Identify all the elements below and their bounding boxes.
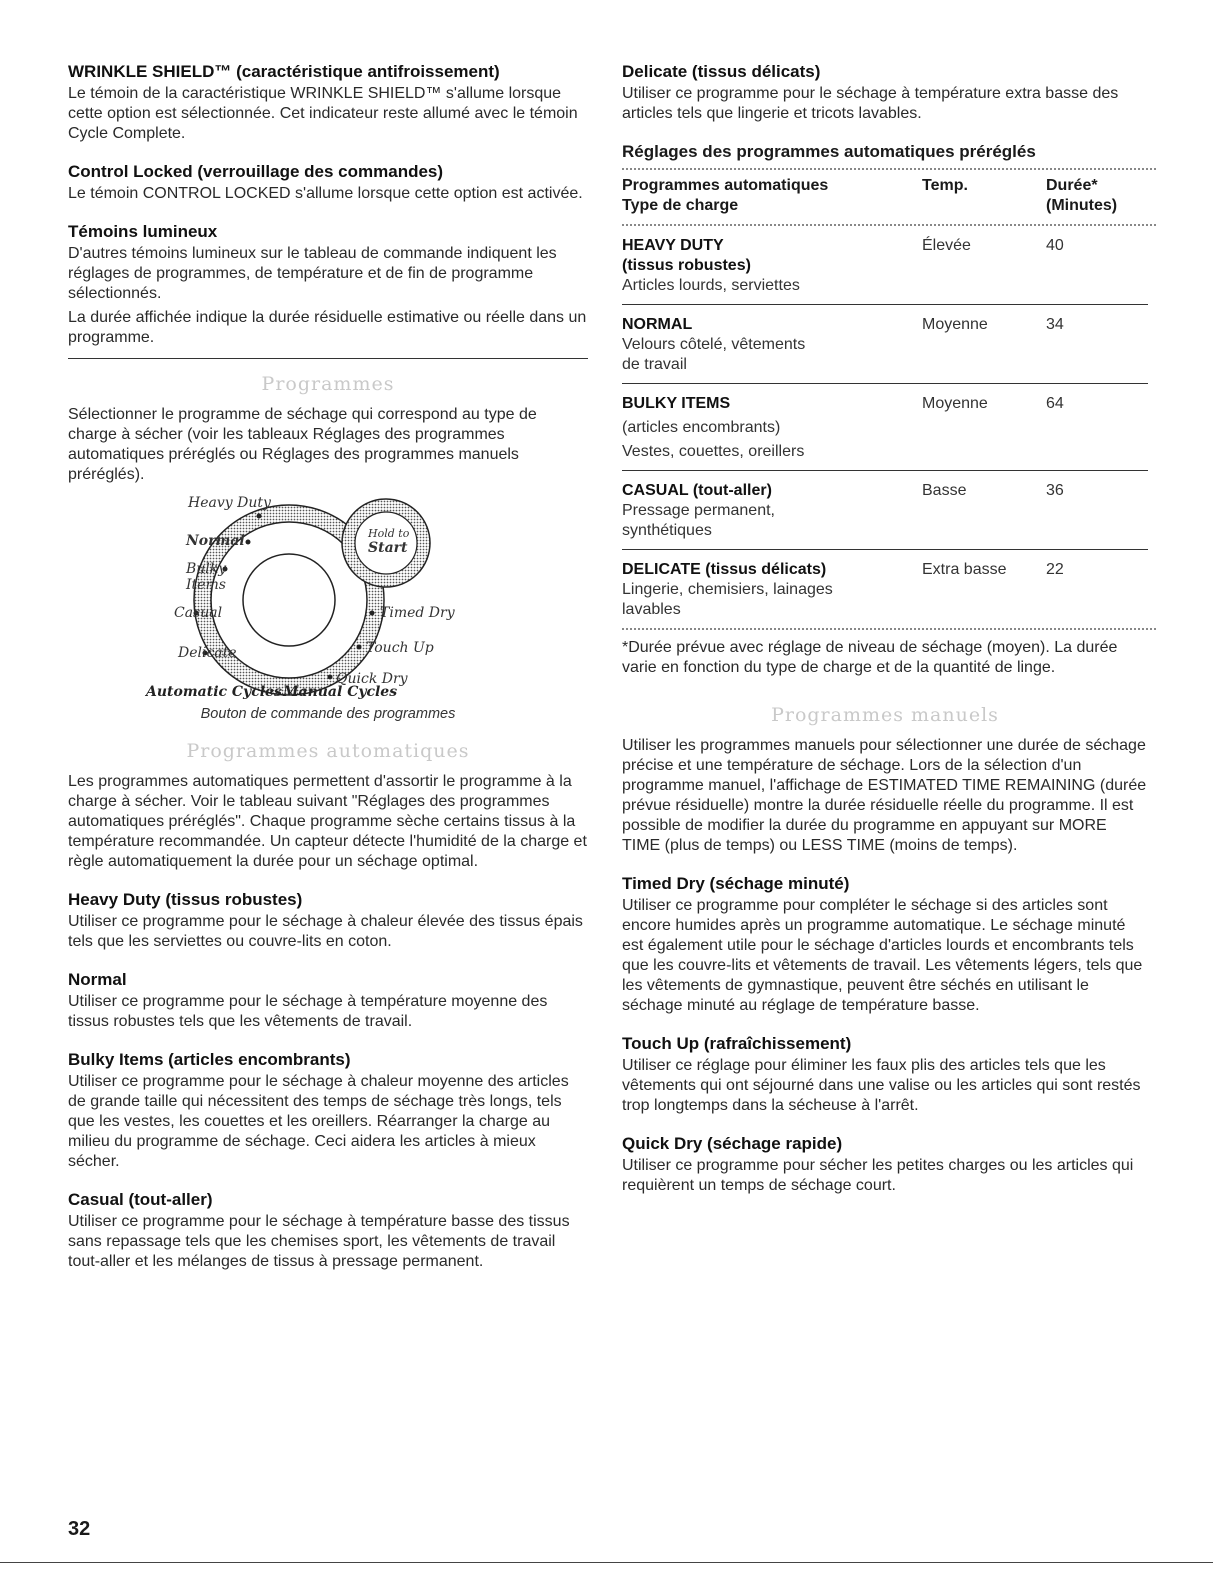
row-name: NORMAL [622,316,693,333]
wrinkle-shield-section [68,62,588,144]
row-load-type: (articles encombrants) [622,419,781,436]
row-name: CASUAL (tout-aller) [622,482,772,499]
manual-programmes-text: Utiliser les programmes manuels pour sélectionner une durée de séchage précise et une température de séchage. Lors de la sélection d'un programme manuel, l'affichage de ESTIMATED TIME REMAINING (durée prévue résiduelle) montre la durée résiduelle réelle du programme. Il est possible de modifier la durée du programme en appuyant sur MORE TIME (plus de temps) ou LESS TIME (moins de temps). [622,737,1147,854]
auto-settings-table [622,142,1148,678]
section-divider [68,358,588,359]
table-header-duration-line1: Durée* [1046,177,1098,194]
table-row [622,226,1148,305]
row-duration: 22 [1046,561,1064,578]
left-column [68,62,588,1290]
table-header-program-line1: Programmes automatiques [622,177,829,194]
touch-up-heading: Touch Up (rafraîchissement) [622,1034,852,1053]
row-duration: 36 [1046,482,1064,499]
auto-programmes-text: Les programmes automatiques permettent d'assortir le programme à la charge à sécher. Voir le tableau suivant "Réglages des programmes automatiques préréglés". Chaque programme sèche certains tissus à la température recommandée. Un capteur détecte l'humidité de la charge et règle automatiquement la durée pour un séchage optimal. [68,773,587,870]
programmes-text: Sélectionner le programme de séchage qui correspond au type de charge à sécher (voir les tableaux Réglages des programmes automatiques préréglés ou Réglages des programmes manuels préréglés). [68,406,537,483]
row-load-type-2: Vestes, couettes, oreillers [622,443,805,460]
bulky-heading: Bulky Items (articles encombrants) [68,1050,351,1069]
dial-label-manual-cycles: Manual Cycles [283,684,398,700]
control-locked-text: Le témoin CONTROL LOCKED s'allume lorsque cette option est activée. [68,185,583,202]
row-temp: Extra basse [922,561,1007,578]
normal-text: Utiliser ce programme pour le séchage à température moyenne des tissus robustes tels que les vêtements de travail. [68,993,548,1030]
wrinkle-shield-text: Le témoin de la caractéristique WRINKLE SHIELD™ s'allume lorsque cette option est sélectionnée. Cet indicateur reste allumé avec le témoin Cycle Complete. [68,85,578,142]
dial-label-hold-to: Hold to [368,527,410,540]
touch-up-text: Utiliser ce réglage pour éliminer les faux plis des articles tels que les vêtements qui ont séjourné dans une valise ou les articles qui sont restés trop longtemps dans la sécheuse à l'arrêt. [622,1057,1141,1114]
row-duration: 64 [1046,395,1064,412]
programmes-title: Programmes [261,373,395,395]
dial-label-start: Start [368,540,408,556]
bulky-text: Utiliser ce programme pour le séchage à chaleur moyenne des articles de grande taille qui nécessitent des temps de séchage très longs, tels que les vestes, les couettes et les oreillers. Réarranger la charge au milieu du programme de séchage. Ceci aidera les articles à mieux sécher. [68,1073,569,1170]
temoins-heading: Témoins lumineux [68,222,218,241]
heavy-duty-text: Utiliser ce programme pour le séchage à chaleur élevée des tissus épais tels que les serviettes ou couvre-lits en coton. [68,913,583,950]
row-load-type-2: lavables [622,601,681,618]
table-cell-program [622,560,922,620]
casual-heading: Casual (tout-aller) [68,1190,213,1209]
dial-caption: Bouton de commande des programmes [200,706,456,722]
table-header-row [622,170,1148,224]
timed-dry-section [622,874,1148,1016]
table-header-program [622,176,922,216]
table-cell-program [622,315,922,375]
row-load-type: Pressage permanent, [622,502,775,519]
normal-section [68,970,588,1032]
manual-programmes-title: Programmes manuels [771,704,999,726]
page-bottom-rule [0,1562,1213,1563]
dial-label-delicate: Delicate [178,645,237,661]
dial-label-touch-up: Touch Up [366,640,434,656]
auto-programmes-title: Programmes automatiques [186,740,470,762]
touch-up-section [622,1034,1148,1116]
timed-dry-text: Utiliser ce programme pour compléter le séchage si des articles sont encore humides après un programme automatique. Le séchage minuté est également utile pour le séchage d'articles lourds et encombrants tels que les couvre-lits et vêtements de travail. Les vêtements légers, tels que les vêtements de gymnastique, peuvent être séchés en utilisant le séchage minuté au réglage de température basse. [622,897,1143,1014]
dial-label-timed-dry: Timed Dry [380,605,455,621]
dial-label-casual: Casual [174,605,223,621]
table-row [622,305,1148,384]
delicate-section [622,62,1148,124]
temoins-text-2: La durée affichée indique la durée résiduelle estimative ou réelle dans un programme. [68,309,587,346]
table-row [622,550,1148,628]
row-name: BULKY ITEMS [622,395,731,412]
table-row [622,384,1148,471]
row-temp: Moyenne [922,395,988,412]
page-number: 32 [68,1518,91,1540]
dial-label-bulky-items: Bulky Items [186,561,227,593]
quick-dry-section [622,1134,1148,1196]
table-cell-program [622,394,922,462]
table-header-temp: Temp. [922,177,968,194]
heavy-duty-section [68,890,588,952]
quick-dry-heading: Quick Dry (séchage rapide) [622,1134,843,1153]
table-heading: Réglages des programmes automatiques préréglés [622,142,1036,161]
dial-label-automatic-cycles: Automatic Cycles [146,684,282,700]
delicate-heading: Delicate (tissus délicats) [622,62,821,81]
casual-section [68,1190,588,1272]
row-duration: 40 [1046,237,1064,254]
right-column [622,62,1148,1214]
table-footnote: *Durée prévue avec réglage de niveau de séchage (moyen). La durée varie en fonction du type de charge et de la quantité de linge. [622,639,1118,676]
table-header-program-line2: Type de charge [622,197,739,214]
table-row [622,471,1148,550]
timed-dry-heading: Timed Dry (séchage minuté) [622,874,850,893]
row-temp: Basse [922,482,967,499]
table-header-duration-line2: (Minutes) [1046,197,1118,214]
casual-text: Utiliser ce programme pour le séchage à température basse des tissus sans repassage tels que les chemises sport, les vêtements de travail tout-aller et les mélanges de tissus à pressage permanent. [68,1213,570,1270]
row-name: HEAVY DUTY [622,237,724,254]
cycle-dial-illustration [68,485,588,700]
temoins-section [68,222,588,348]
row-load-type: Lingerie, chemisiers, lainages [622,581,833,598]
control-locked-section [68,162,588,204]
dial-label-heavy-duty: Heavy Duty [188,495,271,511]
row-load-type-2: de travail [622,356,687,373]
bulky-section [68,1050,588,1172]
row-name-2: (tissus robustes) [622,257,751,274]
row-duration: 34 [1046,316,1064,333]
row-load-type: Velours côtelé, vêtements [622,336,806,353]
row-temp: Moyenne [922,316,988,333]
delicate-text: Utiliser ce programme pour le séchage à température extra basse des articles tels que lingerie et tricots lavables. [622,85,1119,122]
row-load-type-2: synthétiques [622,522,712,539]
control-locked-heading: Control Locked (verrouillage des commandes) [68,162,444,181]
table-bottom-divider [622,628,1156,630]
table-header-duration [1046,176,1146,216]
dial-label-normal: Normal [186,533,245,549]
table-cell-program [622,236,922,296]
row-load-type: Articles lourds, serviettes [622,277,800,294]
dial-icon [68,485,588,700]
dial-label-quick-dry: Quick Dry [336,671,408,687]
normal-heading: Normal [68,970,127,989]
wrinkle-shield-heading: WRINKLE SHIELD™ (caractéristique antifroissement) [68,62,500,81]
table-cell-program [622,481,922,541]
row-temp: Élevée [922,237,971,254]
quick-dry-text: Utiliser ce programme pour sécher les petites charges ou les articles qui requièrent un temps de séchage court. [622,1157,1134,1194]
row-name: DELICATE (tissus délicats) [622,561,827,578]
heavy-duty-heading: Heavy Duty (tissus robustes) [68,890,303,909]
temoins-text-1: D'autres témoins lumineux sur le tableau de commande indiquent les réglages de programmes, de température et de fin de programme sélectionnés. [68,245,557,302]
